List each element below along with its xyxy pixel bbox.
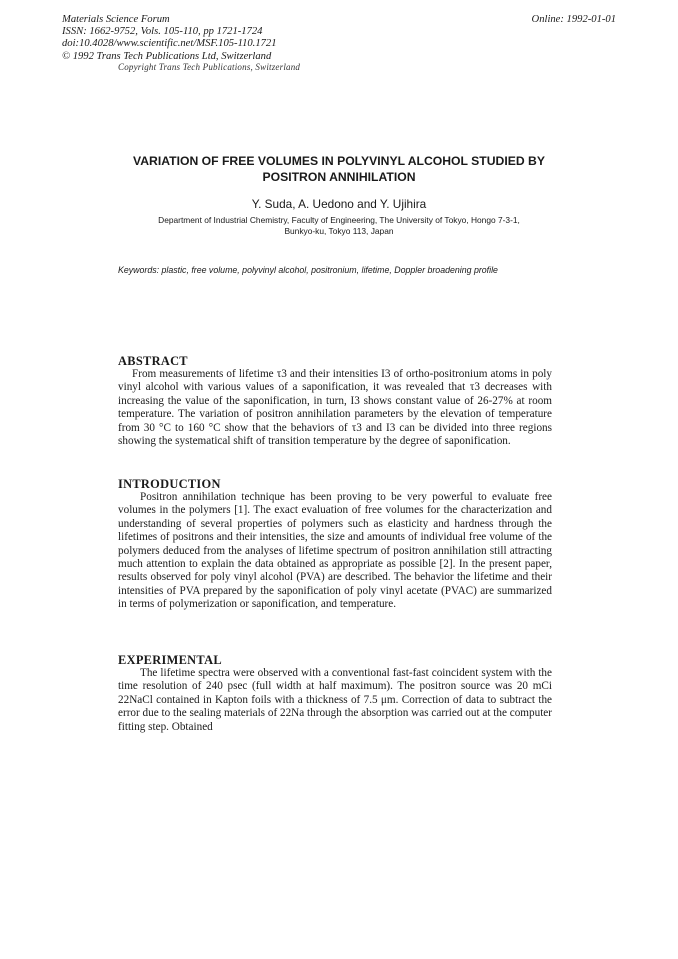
- title-line-1: VARIATION OF FREE VOLUMES IN POLYVINYL ALCOHOL STUDIED BY: [133, 154, 545, 168]
- affiliation-line-1: Department of Industrial Chemistry, Faculty of Engineering, The University of Tokyo, Hongo 7-3-1,: [158, 215, 520, 225]
- journal-name: Materials Science Forum: [62, 14, 170, 25]
- journal-header: [62, 14, 382, 63]
- authors: Y. Suda, A. Uedono and Y. Ujihira: [251, 197, 427, 211]
- title-line-2: POSITRON ANNIHILATION: [262, 170, 416, 184]
- introduction-text: Positron annihilation technique has been proving to be very powerful to evaluate free volumes in the polymers [1]. The exact evaluation of free volumes for the characterization and understanding of several properties of polymers such as elasticity and hardness through the lifetimes of positrons and their intensities, the size and amounts of individual free volume of the polymers deduced from the analyses of lifetime spectrum of positron annihilation still attracting much attention to explain the data obtained as appropriate as possible [2]. In the present paper, results observed for poly vinyl alcohol (PVA) are described. The behavior the lifetime and their intensities of PVA prepared by the saponification of poly vinyl acetate (PVAC) are summarized in terms of polymerization or saponification, and temperature.: [118, 491, 552, 611]
- paper-title: [110, 153, 568, 185]
- experimental-heading: EXPERIMENTAL: [118, 653, 222, 667]
- experimental-text: The lifetime spectra were observed with a conventional fast-fast coincident system with the time resolution of 240 psec (full width at half maximum). The positron source was 20 mCi 22NaCl contained in Kapton foils with a thickness of 7.5 μm. Correction of data to subtract the error due to the sealing materials of 22Na through the absorption was carried out at the computer fitting step. Obtained: [118, 667, 552, 733]
- affiliation: [120, 215, 558, 237]
- introduction-heading: INTRODUCTION: [118, 477, 221, 491]
- affiliation-line-2: Bunkyo-ku, Tokyo 113, Japan: [284, 226, 394, 236]
- abstract-text: From measurements of lifetime τ3 and their intensities I3 of ortho-positronium atoms in poly vinyl alcohol with various values of a saponification, it was revealed that τ3 decreases with increasing the value of the saponification, in turn, I3 shows constant value of 26-27% at room temperature. The variation of positron annihilation parameters by the elevation of temperature from 30 °C to 160 °C show that the behaviors of τ3 and I3 can be divided into three regions showing the systematical shift of transition temperature by the degree of saponification.: [118, 368, 552, 448]
- experimental-section: [118, 653, 552, 734]
- copyright-stamp: Copyright Trans Tech Publications, Switzerland: [118, 62, 301, 72]
- introduction-section: [118, 477, 552, 612]
- keywords: Keywords: plastic, free volume, polyvinyl alcohol, positronium, lifetime, Doppler broadening profile: [118, 265, 498, 275]
- online-date: Online: 1992-01-01: [531, 14, 616, 25]
- doi-line: doi:10.4028/www.scientific.net/MSF.105-110.1721: [62, 38, 277, 50]
- abstract-section: [118, 354, 552, 448]
- copyright-line: © 1992 Trans Tech Publications Ltd, Switzerland: [62, 50, 272, 62]
- issn-line: ISSN: 1662-9752, Vols. 105-110, pp 1721-1724: [62, 26, 263, 38]
- abstract-heading: ABSTRACT: [118, 354, 188, 368]
